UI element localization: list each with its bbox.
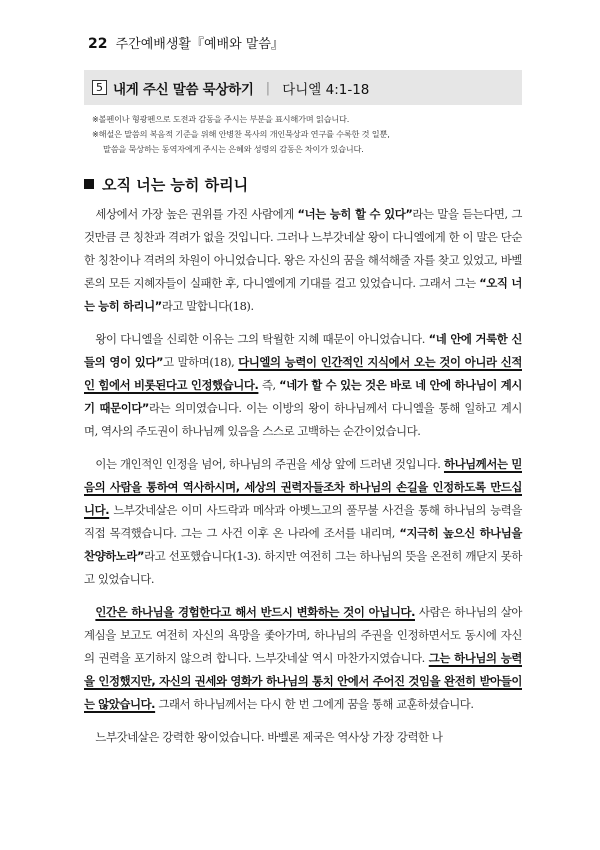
subheading-text: 오직 너는 능히 하리니 [102,176,249,194]
text-run: 왕이 다니엘을 신뢰한 이유는 그의 탁월한 지혜 때문이 아니었습니다. [95,332,429,346]
text-run: 라고 말합니다(18). [161,299,254,313]
text-run: 라는 의미였습니다. 이는 이방의 왕이 하나님께서 다니엘을 통해 일하고 계시며, 역사의 주도권이 하나님께 있음을 스스로 고백하는 순간이었습니다. [84,401,522,438]
quoted-emphasis: “오직 너는 능히 하리니” [84,276,522,313]
title-separator: | [265,79,271,96]
paragraph-3 [84,453,522,591]
underlined-emphasis: 인간은 하나님을 경험한다고 해서 반드시 변화하는 것이 아닙니다. [95,605,415,619]
square-bullet-icon [84,179,94,189]
note-line: ※볼펜이나 형광펜으로 도전과 감동을 주시는 부분을 표시해가며 읽습니다. [92,114,350,124]
quoted-emphasis: “네가 할 수 있는 것은 바로 네 안에 하나님이 계시기 때문이다” [84,378,522,415]
note-line: ※해설은 말씀의 복음적 기준을 위해 안병찬 목사의 개인묵상과 연구를 수록한 것 일뿐, [92,129,390,139]
section-title-box [84,70,522,105]
quoted-emphasis: “지극히 높으신 하나님을 찬양하노라” [84,526,522,563]
text-run: 즉, [258,378,280,392]
paragraph-5 [84,726,522,749]
text-run: 세상에서 가장 높은 권위를 가진 사람에게 [95,207,298,221]
body-text [84,203,522,759]
text-run: 고 말하며(18), [163,355,239,369]
quoted-emphasis: “너는 능히 할 수 있다” [297,207,413,221]
text-run: 라는 말을 듣는다면, 그것만큼 큰 칭찬과 격려가 없을 것입니다. 그러나 느부갓네살 왕이 다니엘에게 한 이 말은 단순한 칭찬이나 격려의 차원이 아니었습니다. 왕은 자신의 꿈을 해석해줄 자를 찾고 있었고, 바벨론의 모든 지혜자들이 실패한 후, 다니엘에게 기대를 걸고 있었습니다. 그래서 그는 [84,207,522,290]
paragraph-4 [84,601,522,716]
page-header [88,33,528,52]
book-title: 주간예배생활『예배와 말씀』 [115,37,284,52]
text-run: 사람은 하나님의 살아계심을 보고도 여전히 자신의 욕망을 좇아가며, 하나님의 주권을 인정하면서도 동시에 자신의 권력을 포기하지 않으려 합니다. 느부갓네살 역시 마찬가지였습니다. [84,605,522,665]
text-run: 라고 선포했습니다(1-3). 하지만 여전히 그는 하나님의 뜻을 온전히 깨닫지 못하고 있었습니다. [84,549,522,586]
underlined-emphasis: 다니엘의 능력이 인간적인 지식에서 오는 것이 아니라 신적인 힘에서 비롯된다고 인정했습니다. [84,355,522,392]
text-run: 그래서 하나님께서는 다시 한 번 그에게 꿈을 통해 교훈하셨습니다. [155,697,474,711]
note-line: 말씀을 묵상하는 동역자에게 주시는 은혜와 성령의 감동은 차이가 있습니다. [103,144,364,154]
page-number: 22 [88,36,108,52]
quoted-emphasis: “네 안에 거룩한 신들의 영이 있다” [84,332,522,369]
reading-notes [92,112,522,157]
section-number: 5 [92,80,107,95]
underlined-emphasis: 그는 하나님의 능력을 인정했지만, 자신의 권세와 영화가 하나님의 통치 안에서 주어진 것임을 완전히 받아들이는 않았습니다. [84,651,522,711]
text-run: 이는 개인적인 인정을 넘어, 하나님의 주권을 세상 앞에 드러낸 것입니다. [95,457,444,471]
paragraph-2 [84,328,522,443]
text-run: 느부갓네살은 강력한 왕이었습니다. 바벨론 제국은 역사상 가장 강력한 나 [95,730,443,744]
scripture-reference: 다니엘 4:1-18 [282,81,370,98]
paragraph-1 [84,203,522,318]
underlined-emphasis: 하나님께서는 믿음의 사람을 통하여 역사하시며, 세상의 권력자들조차 하나님의 손길을 인정하도록 만드십니다. [84,457,522,517]
text-run: 느부갓네살은 이미 사드락과 메삭과 아벳느고의 풀무불 사건을 통해 하나님의 능력을 직접 목격했습니다. 그는 그 사건 이후 온 나라에 조서를 내리며, [84,503,522,540]
subheading [84,174,524,195]
section-title: 내게 주신 말씀 묵상하기 [113,81,254,98]
